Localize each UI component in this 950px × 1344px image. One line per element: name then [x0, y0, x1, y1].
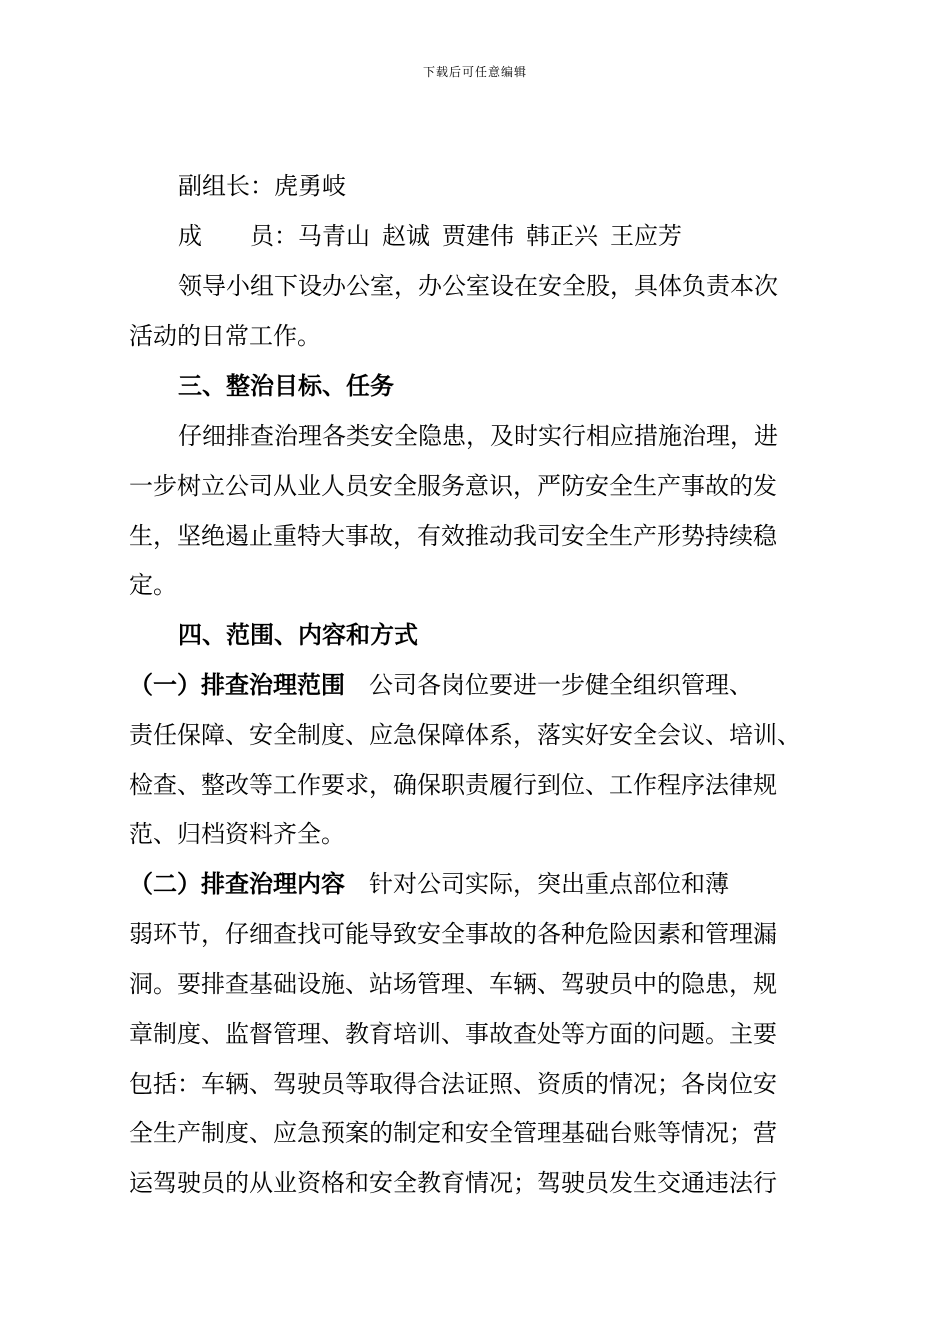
member-name: 贾建伟 — [442, 222, 514, 250]
content-paragraph-line: 包括：车辆、驾驶员等取得合法证照、资质的情况；各岗位安 — [129, 1070, 777, 1098]
content-paragraph-line — [129, 868, 729, 900]
section-heading-4: 四、范围、内容和方式 — [178, 620, 418, 649]
content-paragraph-line: 运驾驶员的从业资格和安全教育情况；驾驶员发生交通违法行 — [129, 1169, 777, 1197]
member-name: 赵诚 — [382, 222, 430, 250]
goal-paragraph-line: 一步树立公司从业人员安全服务意识，严防安全生产事故的发 — [129, 472, 777, 500]
office-paragraph-line: 活动的日常工作。 — [129, 322, 321, 350]
goal-paragraph-line: 生，坚绝遏止重特大事故，有效推动我司安全生产形势持续稳 — [129, 522, 777, 550]
content-paragraph-line: 章制度、监督管理、教育培训、事故查处等方面的问题。主要 — [129, 1020, 777, 1048]
member-name: 韩正兴 — [526, 222, 598, 250]
scope-paragraph-line: 范、归档资料齐全。 — [129, 820, 345, 848]
deputy-role: 副组长 — [178, 172, 250, 200]
scope-paragraph-line: 检查、整改等工作要求，确保职责履行到位、工作程序法律规 — [129, 771, 777, 799]
scope-subheading: （一）排查治理范围 — [129, 670, 345, 699]
content-paragraph-line: 全生产制度、应急预案的制定和安全管理基础台账等情况；营 — [129, 1119, 777, 1147]
members-role: 成 员 — [178, 222, 274, 250]
scope-paragraph-line — [129, 669, 753, 701]
members-separator: ： — [274, 222, 298, 250]
scope-paragraph-line: 责任保障、安全制度、应急保障体系，落实好安全会议、培训、 — [129, 721, 801, 749]
deputy-leader-line — [178, 170, 346, 202]
deputy-name: 虎勇岐 — [274, 172, 346, 200]
scope-text: 公司各岗位要进一步健全组织管理、 — [369, 671, 753, 699]
content-subheading: （二）排查治理内容 — [129, 869, 345, 898]
member-name: 马青山 — [298, 222, 370, 250]
member-name: 王应芳 — [610, 222, 682, 250]
goal-paragraph-line: 仔细排查治理各类安全隐患，及时实行相应措施治理，进 — [178, 422, 778, 450]
content-paragraph-line: 弱环节，仔细查找可能导致安全事故的各种危险因素和管理漏 — [129, 920, 777, 948]
content-paragraph-line: 洞。要排查基础设施、站场管理、车辆、驾驶员中的隐患，规 — [129, 970, 777, 998]
members-line — [178, 220, 682, 252]
goal-paragraph-line: 定。 — [129, 571, 177, 599]
section-heading-3: 三、整治目标、任务 — [178, 371, 394, 400]
office-paragraph-line: 领导小组下设办公室，办公室设在安全股，具体负责本次 — [178, 272, 778, 300]
content-text: 针对公司实际，突出重点部位和薄 — [369, 870, 729, 898]
page-header: 下载后可任意编辑 — [422, 65, 527, 79]
deputy-separator: ： — [250, 172, 274, 200]
